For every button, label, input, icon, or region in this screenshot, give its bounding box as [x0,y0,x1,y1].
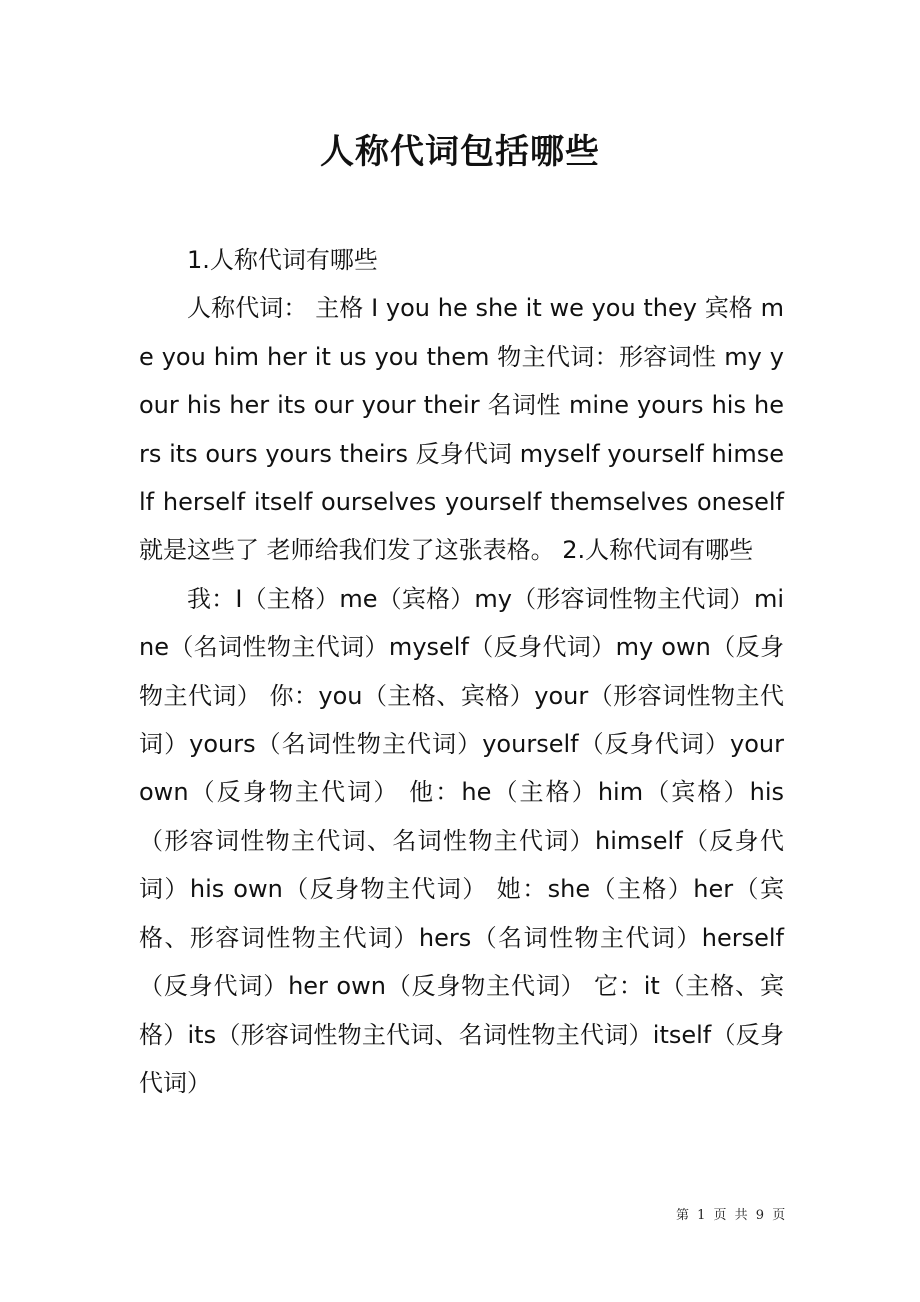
document-body [139,236,784,1107]
paragraph-section-heading: 1.人称代词有哪些 [187,246,378,274]
page-number-indicator: 第 1 页 共 9 页 [676,1208,788,1223]
page-title: 人称代词包括哪些 [320,132,600,172]
paragraph-pronoun-details: 我：I（主格）me（宾格）my（形容词性物主代词）mine（名词性物主代词）myself（反身代词）my own（反身物主代词） 你：you（主格、宾格）your（形容词性物主代词）yours（名词性物主代词）yourself（反身代词）your own（反身物主代词） 他：he（主格）him（宾格）his（形容词性物主代词、名词性物主代词）himself（反身代词）his own（反身物主代词） 她：she（主格）her（宾格、形容词性物主代词）hers（名词性物主代词）herself（反身代词）her own（反身物主代词） 它：it（主格、宾格）its（形容词性物主代词、名词性物主代词）itself（反身代词） [139,584,784,1097]
paragraph-pronoun-table: 人称代词： 主格 I you he she it we you they 宾格 me you him her it us you them 物主代词：形容词性 my your his her its our your their 名词性 mine yours his hers its ours yours theirs 反身代词 myself yourself himself herself itself ourselves yourself themselves oneself 就是这些了 老师给我们发了这张表格。 2.人称代词有哪些 [139,294,784,565]
